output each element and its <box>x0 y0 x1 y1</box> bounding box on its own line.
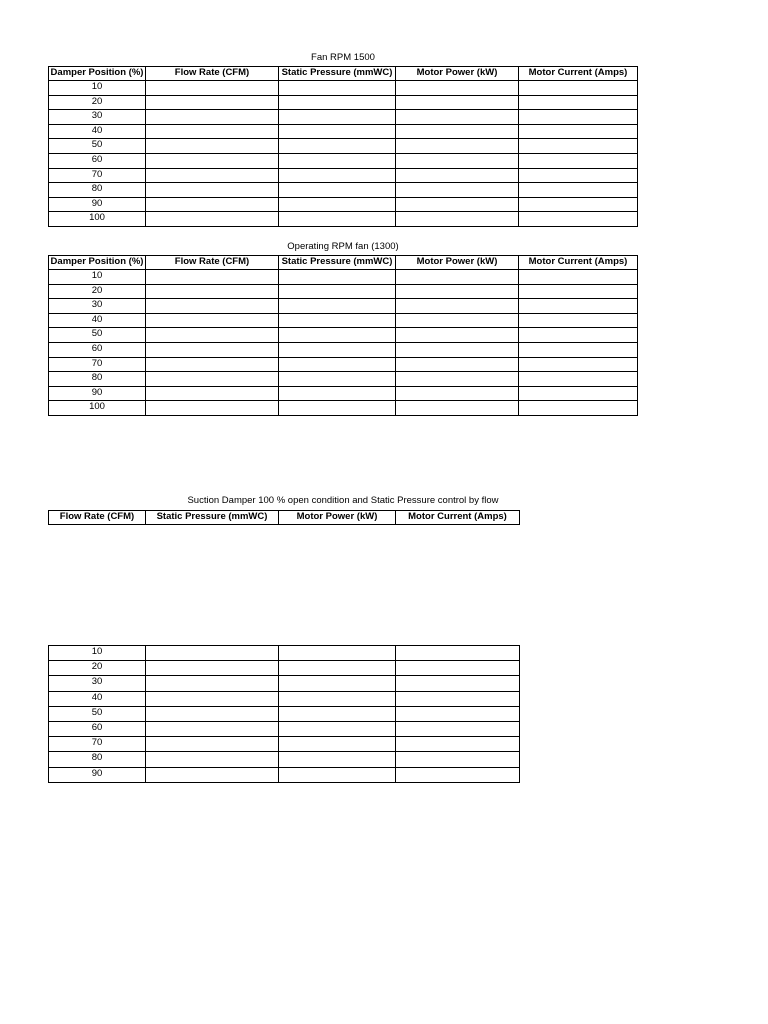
column-header: Motor Power (kW) <box>396 256 519 270</box>
empty-cell <box>146 737 279 752</box>
empty-cell <box>519 95 638 110</box>
table-row <box>49 124 638 139</box>
row-label-cell: 30 <box>49 676 146 691</box>
empty-cell <box>279 328 396 343</box>
column-header: Flow Rate (CFM) <box>49 511 146 525</box>
empty-cell <box>279 197 396 212</box>
header-row <box>49 511 520 525</box>
empty-cell <box>396 313 519 328</box>
column-header: Flow Rate (CFM) <box>146 67 279 81</box>
empty-cell <box>279 676 396 691</box>
column-header: Static Pressure (mmWC) <box>279 67 396 81</box>
empty-cell <box>519 342 638 357</box>
empty-cell <box>279 691 396 706</box>
empty-cell <box>396 706 520 721</box>
empty-cell <box>279 183 396 198</box>
empty-cell <box>146 706 279 721</box>
empty-cell <box>279 168 396 183</box>
empty-cell <box>279 212 396 227</box>
column-header: Flow Rate (CFM) <box>146 256 279 270</box>
table3-caption: Suction Damper 100 % open condition and Static Pressure control by flow <box>187 495 499 506</box>
table2-caption: Operating RPM fan (1300) <box>287 241 399 252</box>
row-label-cell: 40 <box>49 691 146 706</box>
empty-cell <box>146 676 279 691</box>
empty-cell <box>396 401 519 416</box>
empty-cell <box>396 270 519 285</box>
empty-cell <box>146 153 279 168</box>
row-label-cell: 20 <box>49 661 146 676</box>
empty-cell <box>396 299 519 314</box>
empty-cell <box>519 153 638 168</box>
empty-cell <box>279 737 396 752</box>
empty-cell <box>279 124 396 139</box>
empty-cell <box>396 646 520 661</box>
empty-cell <box>146 372 279 387</box>
empty-cell <box>146 661 279 676</box>
empty-cell <box>519 197 638 212</box>
empty-cell <box>279 270 396 285</box>
row-label-cell: 20 <box>49 95 146 110</box>
column-header: Motor Power (kW) <box>279 511 396 525</box>
row-label-cell: 60 <box>49 153 146 168</box>
empty-cell <box>146 81 279 96</box>
empty-cell <box>279 110 396 125</box>
row-label-cell: 10 <box>49 646 146 661</box>
row-label-cell: 90 <box>49 197 146 212</box>
suction-damper-header-table <box>48 510 520 525</box>
table-row <box>49 139 638 154</box>
row-label-cell: 90 <box>49 767 146 782</box>
empty-cell <box>519 313 638 328</box>
table-row <box>49 752 520 767</box>
row-label-cell: 80 <box>49 183 146 198</box>
row-label-cell: 50 <box>49 139 146 154</box>
column-header: Motor Current (Amps) <box>519 67 638 81</box>
empty-cell <box>519 81 638 96</box>
column-header: Motor Power (kW) <box>396 67 519 81</box>
header-row <box>49 256 638 270</box>
row-label-cell: 10 <box>49 81 146 96</box>
empty-cell <box>146 95 279 110</box>
empty-cell <box>519 284 638 299</box>
empty-cell <box>396 197 519 212</box>
empty-cell <box>396 328 519 343</box>
empty-cell <box>146 270 279 285</box>
row-label-cell: 90 <box>49 386 146 401</box>
row-label-cell: 60 <box>49 721 146 736</box>
table-row <box>49 270 638 285</box>
empty-cell <box>396 153 519 168</box>
empty-cell <box>519 328 638 343</box>
empty-cell <box>279 646 396 661</box>
empty-cell <box>146 342 279 357</box>
empty-cell <box>396 95 519 110</box>
empty-cell <box>279 706 396 721</box>
empty-cell <box>279 95 396 110</box>
row-label-cell: 50 <box>49 706 146 721</box>
empty-cell <box>519 372 638 387</box>
empty-cell <box>279 721 396 736</box>
empty-cell <box>396 139 519 154</box>
table-row <box>49 328 638 343</box>
empty-cell <box>146 357 279 372</box>
table-row <box>49 661 520 676</box>
empty-cell <box>519 270 638 285</box>
empty-cell <box>279 299 396 314</box>
row-label-cell: 40 <box>49 124 146 139</box>
empty-cell <box>146 691 279 706</box>
empty-cell <box>396 284 519 299</box>
row-label-cell: 70 <box>49 357 146 372</box>
table-row <box>49 284 638 299</box>
table-row <box>49 646 520 661</box>
row-label-cell: 100 <box>49 212 146 227</box>
empty-cell <box>279 313 396 328</box>
table-row <box>49 110 638 125</box>
empty-cell <box>146 197 279 212</box>
table-row <box>49 95 638 110</box>
table-row <box>49 386 638 401</box>
empty-cell <box>519 110 638 125</box>
row-label-cell: 40 <box>49 313 146 328</box>
empty-cell <box>519 124 638 139</box>
empty-cell <box>396 661 520 676</box>
row-label-cell: 70 <box>49 168 146 183</box>
empty-cell <box>146 386 279 401</box>
empty-cell <box>396 691 520 706</box>
table-row <box>49 721 520 736</box>
table-row <box>49 691 520 706</box>
empty-cell <box>146 752 279 767</box>
table-row <box>49 212 638 227</box>
empty-cell <box>279 372 396 387</box>
table-row <box>49 168 638 183</box>
column-header: Damper Position (%) <box>49 256 146 270</box>
empty-cell <box>146 313 279 328</box>
table-row <box>49 706 520 721</box>
table-row <box>49 81 638 96</box>
empty-cell <box>146 299 279 314</box>
table-row <box>49 401 638 416</box>
empty-cell <box>396 721 520 736</box>
empty-cell <box>519 168 638 183</box>
empty-cell <box>279 767 396 782</box>
row-label-cell: 10 <box>49 270 146 285</box>
empty-cell <box>146 284 279 299</box>
empty-cell <box>279 342 396 357</box>
empty-cell <box>396 81 519 96</box>
empty-cell <box>396 752 520 767</box>
table-row <box>49 676 520 691</box>
row-label-cell: 70 <box>49 737 146 752</box>
empty-cell <box>279 386 396 401</box>
empty-cell <box>279 153 396 168</box>
empty-cell <box>146 183 279 198</box>
row-label-cell: 100 <box>49 401 146 416</box>
empty-cell <box>146 646 279 661</box>
empty-cell <box>279 752 396 767</box>
empty-cell <box>396 357 519 372</box>
empty-cell <box>146 767 279 782</box>
operating-rpm-table <box>48 255 638 416</box>
column-header: Static Pressure (mmWC) <box>279 256 396 270</box>
row-label-cell: 60 <box>49 342 146 357</box>
table1-caption: Fan RPM 1500 <box>311 52 375 63</box>
empty-cell <box>396 168 519 183</box>
empty-cell <box>279 357 396 372</box>
empty-cell <box>519 299 638 314</box>
suction-damper-data-table <box>48 645 520 783</box>
table-row <box>49 153 638 168</box>
empty-cell <box>396 737 520 752</box>
empty-cell <box>279 661 396 676</box>
row-label-cell: 80 <box>49 752 146 767</box>
empty-cell <box>279 284 396 299</box>
table-row <box>49 767 520 782</box>
empty-cell <box>146 401 279 416</box>
table-row <box>49 372 638 387</box>
empty-cell <box>396 110 519 125</box>
row-label-cell: 50 <box>49 328 146 343</box>
table-row <box>49 183 638 198</box>
row-label-cell: 20 <box>49 284 146 299</box>
empty-cell <box>519 401 638 416</box>
empty-cell <box>396 342 519 357</box>
fan-rpm-1500-table <box>48 66 638 227</box>
row-label-cell: 80 <box>49 372 146 387</box>
empty-cell <box>279 139 396 154</box>
table-row <box>49 737 520 752</box>
empty-cell <box>396 124 519 139</box>
empty-cell <box>146 721 279 736</box>
empty-cell <box>146 124 279 139</box>
row-label-cell: 30 <box>49 299 146 314</box>
empty-cell <box>396 212 519 227</box>
column-header: Static Pressure (mmWC) <box>146 511 279 525</box>
empty-cell <box>146 139 279 154</box>
empty-cell <box>519 357 638 372</box>
empty-cell <box>146 110 279 125</box>
empty-cell <box>396 386 519 401</box>
table-row <box>49 357 638 372</box>
empty-cell <box>519 386 638 401</box>
empty-cell <box>519 139 638 154</box>
table-row <box>49 342 638 357</box>
empty-cell <box>396 183 519 198</box>
column-header: Damper Position (%) <box>49 67 146 81</box>
table-row <box>49 299 638 314</box>
empty-cell <box>396 372 519 387</box>
empty-cell <box>396 767 520 782</box>
row-label-cell: 30 <box>49 110 146 125</box>
empty-cell <box>146 328 279 343</box>
empty-cell <box>279 401 396 416</box>
header-row <box>49 67 638 81</box>
column-header: Motor Current (Amps) <box>396 511 520 525</box>
table-row <box>49 313 638 328</box>
table-row <box>49 197 638 212</box>
empty-cell <box>519 183 638 198</box>
empty-cell <box>279 81 396 96</box>
empty-cell <box>396 676 520 691</box>
empty-cell <box>519 212 638 227</box>
empty-cell <box>146 212 279 227</box>
empty-cell <box>146 168 279 183</box>
column-header: Motor Current (Amps) <box>519 256 638 270</box>
